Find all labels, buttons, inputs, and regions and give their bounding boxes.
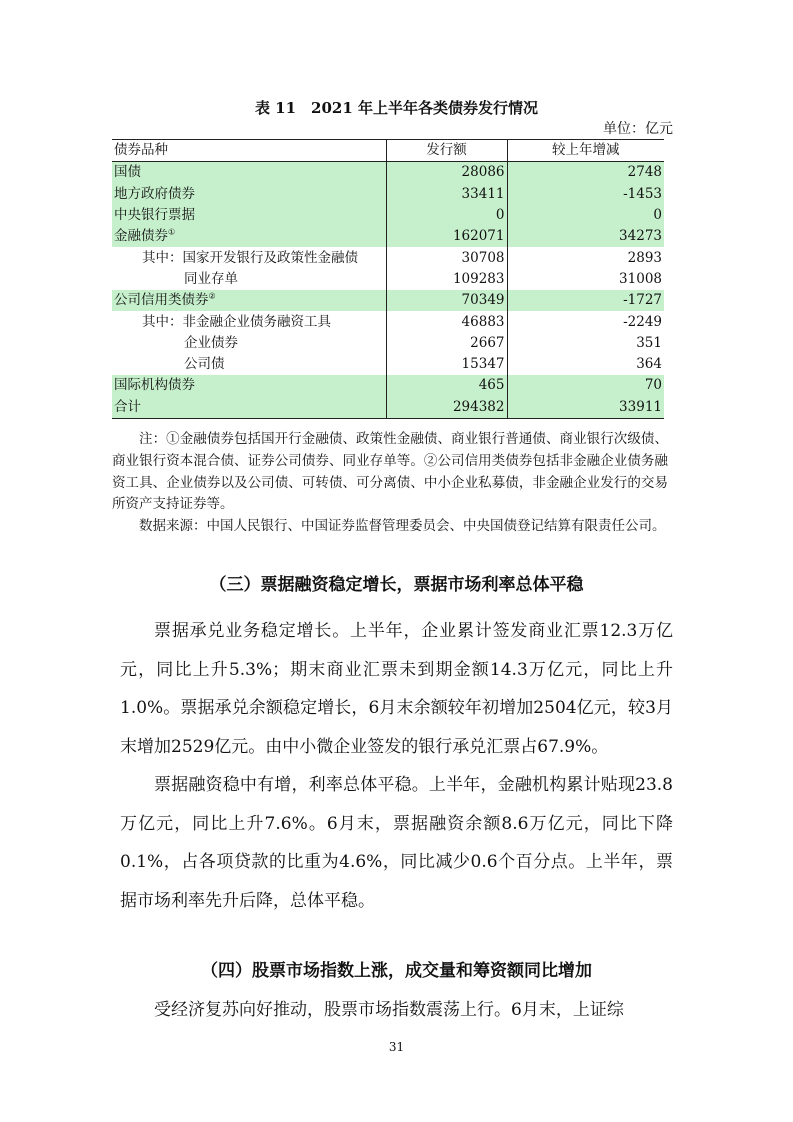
row-name: 合计	[112, 397, 386, 419]
row-issued: 0	[386, 205, 507, 226]
table-row	[112, 226, 664, 247]
row-name: 其中：国家开发银行及政策性金融债	[142, 249, 358, 266]
row-name-text: 金融债券	[114, 228, 168, 245]
header-change: 较上年增减	[507, 140, 664, 162]
row-issued: 109283	[386, 269, 507, 290]
row-issued: 33411	[386, 184, 507, 205]
header-issued: 发行额	[386, 140, 507, 162]
table-row	[112, 354, 664, 375]
table-notes	[112, 429, 668, 538]
row-change: 34273	[507, 226, 664, 247]
table-unit: 单位：亿元	[603, 121, 673, 137]
row-change: 31008	[507, 269, 664, 290]
row-name: 国际机构债券	[112, 375, 386, 396]
row-change: 0	[507, 205, 664, 226]
row-issued: 46883	[386, 311, 507, 332]
bond-issuance-table	[112, 139, 664, 419]
data-source: 数据来源：中国人民银行、中国证券监督管理委员会、中央国债登记结算有限责任公司。	[139, 518, 666, 535]
row-change: -2249	[507, 311, 664, 332]
paragraph: 票据承兑业务稳定增长。上半年，企业累计签发商业汇票12.3万亿元，同比上升5.3%；期末商业汇票未到期金额14.3万亿元，同比上升1.0%。票据承兑余额稳定增长，6月末余额较年初增加2504亿元，较3月末增加2529亿元。由中小微企业签发的银行承兑汇票占67.9%。	[120, 621, 673, 757]
paragraph: 受经济复苏向好推动，股票市场指数震荡上行。6月末，上证综	[154, 1000, 624, 1020]
row-name: 地方政府债券	[112, 184, 386, 205]
row-change: -1727	[507, 290, 664, 311]
row-issued: 2667	[386, 333, 507, 354]
row-name-text: 公司信用类债券	[114, 292, 209, 309]
section-heading-3: （三）票据融资稳定增长，票据市场利率总体平稳	[209, 575, 584, 595]
row-issued: 70349	[386, 290, 507, 311]
table-header-row	[112, 140, 664, 162]
footnote-marker: ②	[208, 291, 216, 301]
table-row	[112, 375, 664, 396]
row-issued: 465	[386, 375, 507, 396]
row-change: 2748	[507, 162, 664, 184]
table-row-total	[112, 397, 664, 419]
header-bond-type: 债券品种	[112, 140, 386, 162]
row-name	[112, 226, 386, 247]
row-issued: 28086	[386, 162, 507, 184]
row-name: 中央银行票据	[112, 205, 386, 226]
table-row	[112, 205, 664, 226]
row-issued: 162071	[386, 226, 507, 247]
table-footnote: 注：①金融债券包括国开行金融债、政策性金融债、商业银行普通债、商业银行次级债、商业银行资本混合债、证券公司债券、同业存单等。②公司信用类债券包括非金融企业债务融资工具、企业债券以及公司债、可转债、可分离债、中小企业私募债，非金融企业发行的交易所资产支持证券等。	[112, 431, 668, 513]
row-change: 33911	[507, 397, 664, 419]
table-row	[112, 247, 664, 268]
row-name: 同业存单	[184, 270, 238, 287]
row-change: 2893	[507, 247, 664, 268]
row-change: 364	[507, 354, 664, 375]
page-number: 31	[388, 1040, 405, 1054]
table-title: 表 11 2021 年上半年各类债券发行情况	[254, 99, 539, 117]
row-change: -1453	[507, 184, 664, 205]
paragraph: 票据融资稳中有增，利率总体平稳。上半年，金融机构累计贴现23.8万亿元，同比上升7.6%。6月末，票据融资余额8.6万亿元，同比下降0.1%，占各项贷款的比重为4.6%，同比减少0.6个百分点。上半年，票据市场利率先升后降，总体平稳。	[120, 775, 673, 911]
table-row	[112, 184, 664, 205]
table-row	[112, 311, 664, 332]
row-issued: 15347	[386, 354, 507, 375]
section-heading-4: （四）股票市场指数上涨，成交量和筹资额同比增加	[201, 961, 592, 981]
row-name: 其中：非金融企业债务融资工具	[142, 313, 331, 330]
row-name	[112, 290, 386, 311]
row-name: 国债	[112, 162, 386, 184]
row-name: 公司债	[184, 356, 225, 373]
table-row	[112, 290, 664, 311]
table-row	[112, 333, 664, 354]
row-issued: 30708	[386, 247, 507, 268]
row-change: 70	[507, 375, 664, 396]
footnote-marker: ①	[168, 227, 176, 237]
row-change: 351	[507, 333, 664, 354]
row-issued: 294382	[386, 397, 507, 419]
table-row	[112, 162, 664, 184]
row-name: 企业债券	[184, 334, 238, 351]
table-row	[112, 269, 664, 290]
